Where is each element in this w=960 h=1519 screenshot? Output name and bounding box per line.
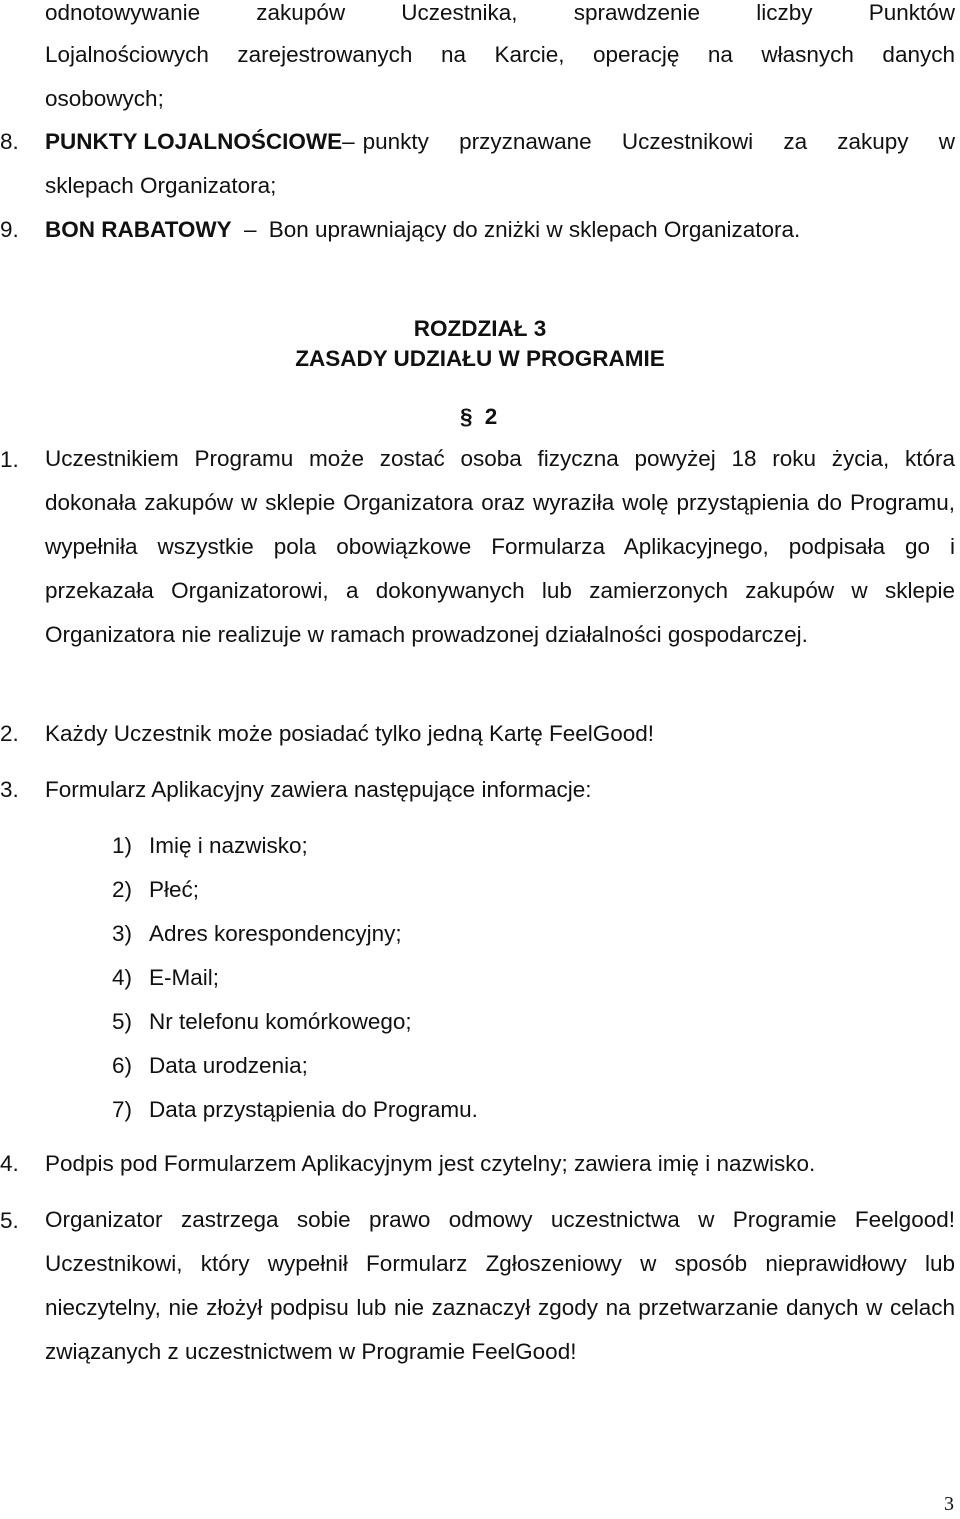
- list-item: 3) Adres korespondencyjny;: [112, 921, 402, 946]
- point-number: 5.: [0, 1208, 19, 1233]
- chapter-subtitle: ZASADY UDZIAŁU W PROGRAMIE: [295, 346, 665, 371]
- point-number: 1.: [0, 447, 19, 472]
- continuation-line-3: osobowych;: [45, 86, 164, 111]
- list-item: 7) Data przystąpienia do Programu.: [112, 1097, 478, 1122]
- definition-number: 9.: [0, 217, 19, 242]
- list-item: 2) Płeć;: [112, 877, 200, 902]
- definition-term: PUNKTY LOJALNOŚCIOWE: [45, 129, 343, 154]
- point-text: Organizator zastrzega sobie prawo odmowy uczestnictwa w Programie Feelgood! Uczestnikowi, który wypełnił Formularz Zgłoszeniowy w sposób nieprawidłowy lub nieczytelny, nie złożył podpisu lub nie zaznaczył zgody na przetwarzanie danych w celach związanych z uczestnictwem w Programie FeelGood!: [45, 1207, 955, 1364]
- definition-item: [45, 217, 800, 243]
- list-item: 1) Imię i nazwisko;: [112, 833, 308, 858]
- point-text: Uczestnikiem Programu może zostać osoba fizyczna powyżej 18 roku życia, która dokonała zakupów w sklepie Organizatora oraz wyraziła wolę przystąpienia do Programu, wypełniła wszystkie pola obowiązkowe Formularza Aplikacyjnego, podpisała go i przekazała Organizatorowi, a dokonywanych lub zamierzonych zakupów w sklepie Organizatora nie realizuje w ramach prowadzonej działalności gospodarczej.: [45, 446, 955, 647]
- definition-text: Bon uprawniający do zniżki w sklepach Organizatora.: [268, 217, 801, 242]
- definition-dash: –: [243, 217, 257, 242]
- point-text: Podpis pod Formularzem Aplikacyjnym jest czytelny; zawiera imię i nazwisko.: [45, 1151, 816, 1176]
- point-number: 2.: [0, 721, 19, 746]
- definition-number: 8.: [0, 129, 19, 154]
- form-fields-list: [112, 824, 478, 1132]
- continuation-line-2: Lojalnościowych zarejestrowanych na Karcie, operację na własnych danych: [45, 42, 955, 67]
- point-text: Formularz Aplikacyjny zawiera następujące informacje:: [45, 777, 592, 802]
- definition-term: BON RABATOWY: [45, 217, 232, 242]
- definition-dash: –: [342, 129, 355, 154]
- list-item: 6) Data urodzenia;: [112, 1053, 308, 1078]
- list-item: 4) E-Mail;: [112, 965, 220, 990]
- section-symbol: §: [460, 404, 473, 429]
- definition-item: [45, 129, 955, 155]
- definition-text: punkty przyznawane Uczestnikowi za zakupy w: [362, 129, 955, 154]
- chapter-title: ROZDZIAŁ 3: [413, 316, 547, 341]
- point-text: Każdy Uczestnik może posiadać tylko jedną Kartę FeelGood!: [45, 721, 655, 746]
- section-heading: [460, 404, 497, 430]
- continuation-line-1: odnotowywanie zakupów Uczestnika, sprawdzenie liczby Punktów: [45, 0, 955, 25]
- point-number: 3.: [0, 777, 19, 802]
- definition-text-continued: sklepach Organizatora;: [45, 173, 277, 198]
- section-number: 2: [484, 404, 498, 429]
- list-item: 5) Nr telefonu komórkowego;: [112, 1009, 412, 1034]
- page-number: 3: [944, 1493, 954, 1515]
- point-number: 4.: [0, 1151, 19, 1176]
